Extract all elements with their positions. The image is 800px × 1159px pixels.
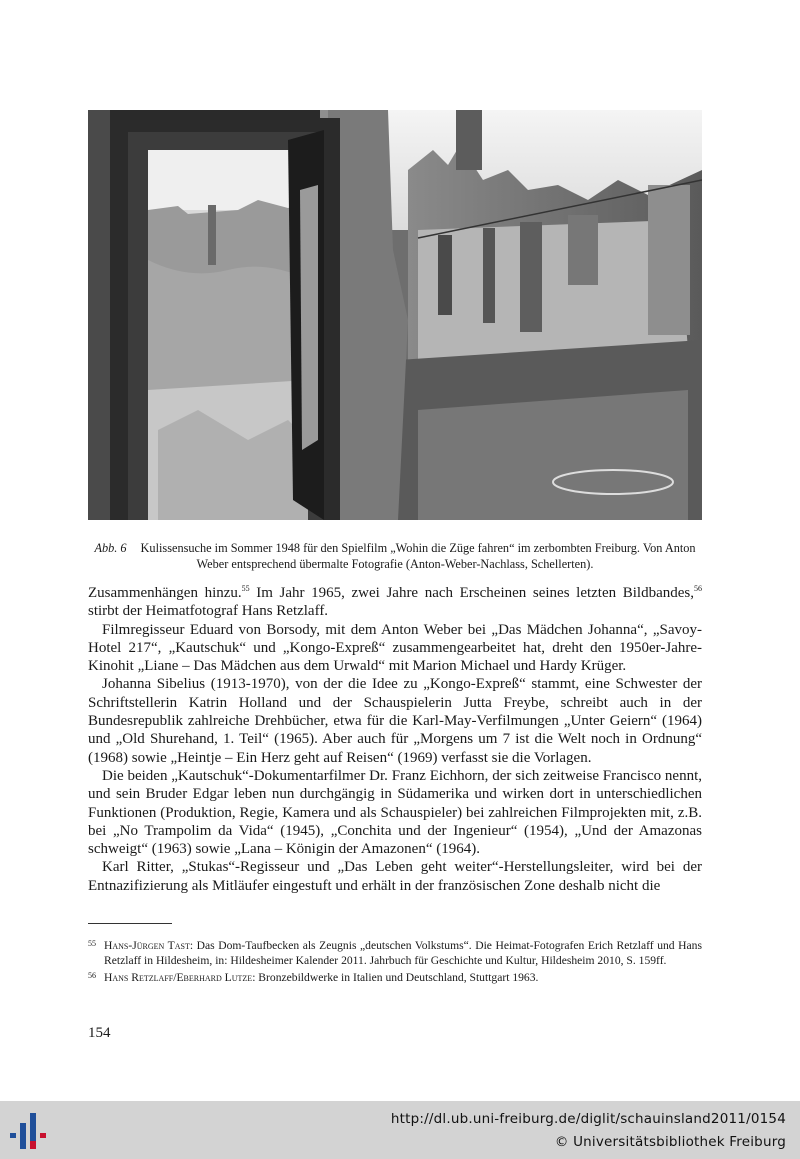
paragraph-text: Im Jahr 1965, zwei Jahre nach Erscheinen seines letzten Bildbandes, <box>249 585 694 601</box>
footnotes <box>88 938 702 987</box>
footnote-text: : Bronzebildwerke in Italien und Deutschland, Stuttgart 1963. <box>252 971 539 984</box>
paragraph: Die beiden „Kautschuk“-Dokumentarfilmer Dr. Franz Eichhorn, der sich zeitweise Francisco nennt, und sein Bruder Edgar leben nun durchgängig in Südamerika und wirken dort in unterschiedlichen Funktionen (Produktion, Regie, Kamera und als Schauspieler) bei zahlreichen Filmprojekten mit, z.B. bei „No Trampolim da Vida“ (1945), „Conchita und der Ingenieur“ (1954), „Und der Amazonas schweigt“ (1963) sowie „Lana – Königin der Amazonen“ (1964). <box>88 767 702 858</box>
paragraph: Karl Ritter, „Stukas“-Regisseur und „Das Leben geht weiter“-Herstellungsleiter, wird bei der Entnazifizierung als Mitläufer eingestuft und erhält in der französischen Zone deshalb nicht die <box>88 859 702 894</box>
source-url-link[interactable]: http://dl.ub.uni-freiburg.de/diglit/schauinsland2011/0154 <box>390 1111 786 1127</box>
copyright-text: © Universitätsbibliothek Freiburg <box>554 1134 786 1150</box>
ub-freiburg-logo-icon <box>8 1109 52 1153</box>
bombed-ruins-photograph <box>88 110 702 520</box>
paragraph: Filmregisseur Eduard von Borsody, mit dem Anton Weber bei „Das Mädchen Johanna“, „Savoy-Hotel 217“, „Kautschuk“ und „Kongo-Expreß“ zusammengearbeitet hat, dreht den 1950er-Jahre-Kinohit „Liane – Das Mädchen aus dem Urwald“ mit Marion Michael und Hardy Krüger. <box>88 621 702 675</box>
footnote <box>88 938 702 968</box>
footnote-number: 56 <box>88 971 96 980</box>
footnote-ref: 56 <box>694 584 702 593</box>
figure-caption-text: Kulissensuche im Sommer 1948 für den Spielfilm „Wohin die Züge fahren“ im zerbombten Freiburg. Von Anton Weber entsprechend übermalte Fotografie (Anton-Weber-Nachlass, Schellerten). <box>140 541 696 571</box>
paragraph-text: stirbt der Heimatfotograf Hans Retzlaff. <box>88 603 329 620</box>
paragraph <box>88 584 702 621</box>
footnote-author: Hans Retzlaff/Eberhard Lutze <box>104 971 253 984</box>
footnote <box>88 970 702 985</box>
paragraph-text: Zusammenhängen hinzu. <box>88 585 242 601</box>
body-text <box>88 584 702 895</box>
figure-caption <box>88 540 702 572</box>
figure-label: Abb. 6 <box>94 541 127 555</box>
footnote-number: 55 <box>88 939 96 948</box>
page-number: 154 <box>88 1025 111 1041</box>
paragraph: Johanna Sibelius (1913-1970), von der die Idee zu „Kongo-Expreß“ stammt, eine Schwester der Schriftstellerin Katrin Holland und der Schauspielerin Jutta Freybe, schreibt auch in der Bundesrepublik zahlreiche Drehbücher, etwa für die Karl-May-Verfilmungen „Unter Geiern“ (1964) und „Old Shurehand, 1. Teil“ (1965). Aber auch für „Morgens um 7 ist die Welt noch in Ordnung“ (1968) sowie „Heintje – Ein Herz geht auf Reisen“ (1969) verfasst sie die Vorlagen. <box>88 676 702 766</box>
footnote-author: Hans-Jürgen Tast <box>104 939 190 952</box>
footnote-ref: 55 <box>241 584 250 593</box>
footnote-text: : Das Dom-Taufbecken als Zeugnis „deutschen Volkstums“. Die Heimat-Fotografen Erich Retzlaff und Hans Retzlaff in Hildesheim, in: Hildesheimer Kalender 2011. Jahrbuch für Geschichte und Kultur, Hildesheim 2010, S. 159ff. <box>104 939 702 967</box>
footer-bar <box>0 1101 800 1159</box>
footnote-divider <box>88 923 172 924</box>
